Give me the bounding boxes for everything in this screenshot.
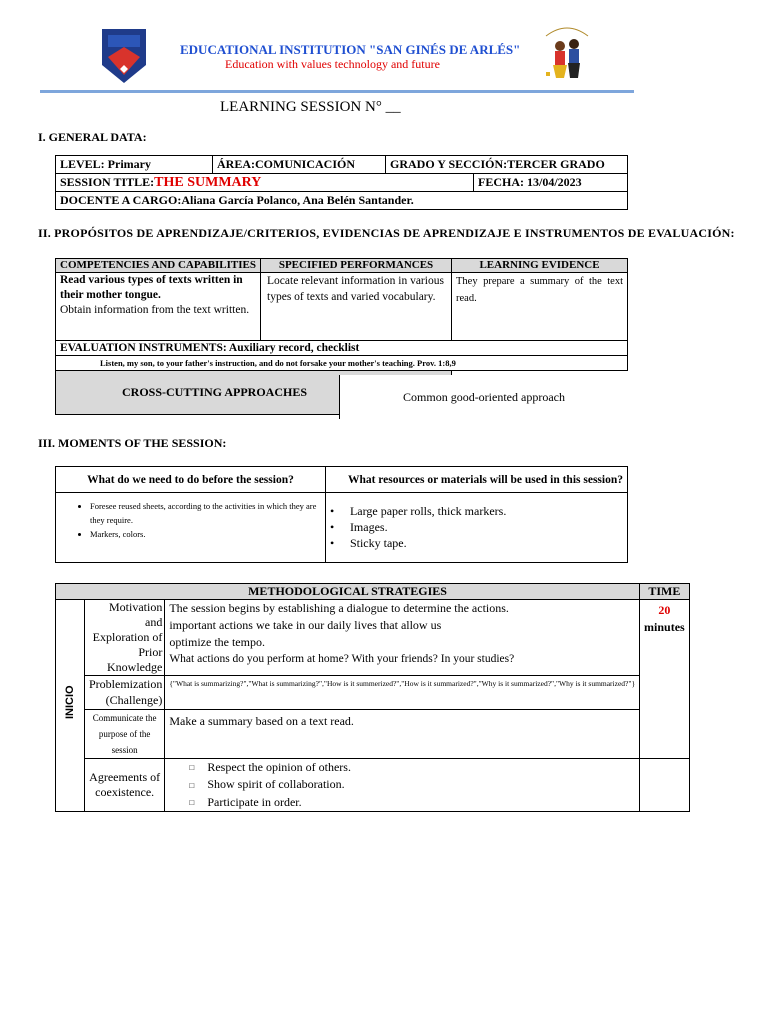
session-title-cell [56,174,474,192]
before-question: What do we need to do before the session? [56,467,326,493]
phase-cell [56,600,85,812]
agreements-list [189,759,635,811]
time-value: 20 [658,603,671,617]
competency-cell [56,273,261,341]
ugel-logo [540,22,594,84]
material-item: • Images. [330,519,623,535]
material-item: • Large paper rolls, thick markers. [330,503,623,519]
grade-cell: GRADO Y SECCIÓN:TERCER GRADO [386,156,628,174]
instruments-cell: EVALUATION INSTRUMENTS: Auxiliary record, checklist [56,341,628,356]
performances-header: SPECIFIED PERFORMANCES [261,259,452,273]
institution-title: EDUCATIONAL INSTITUTION "SAN GINÉS DE ARLÉS" [180,42,521,57]
strategies-header: METHODOLOGICAL STRATEGIES [56,584,640,600]
agreement-item: □ Show spirit of collaboration. [189,776,635,793]
strategy-content: Make a summary based on a text read. [165,710,640,759]
general-data-heading: I. GENERAL DATA: [38,130,147,144]
time-cell [640,600,690,759]
strategy-text: The session begins by establishing a dialogue to determine the actions. [169,601,509,615]
before-list [60,499,321,541]
purposes-heading: II. PROPÓSITOS DE APRENDIZAJE/CRITERIOS, EVIDENCIAS DE APRENDIZAJE E INSTRUMENTOS DE EVALUACIÓN: [38,226,735,240]
time-cell-empty [640,759,690,812]
materials-cell [325,493,627,563]
strategy-label: Communicate the purpose of the session [85,710,165,759]
competencies-header: COMPETENCIES AND CAPABILITIES [56,259,261,273]
strategy-content: {"What is summarizing?","What is summarizing?","How is it summerized?","How is it summarized?","Why is it summarized?","Why is it summarized?"} [165,676,640,710]
teacher-cell: DOCENTE A CARGO:Aliana García Polanco, Ana Belén Santander. [56,192,628,210]
strategy-label: Agreements of coexistence. [85,759,165,812]
strategy-content [165,600,640,676]
evidence-header: LEARNING EVIDENCE [452,259,628,273]
strategy-text: optimize the tempo. [169,635,265,649]
agreement-item: □ Participate in order. [189,794,635,811]
materials-question: What resources or materials will be used in this session? [325,467,627,493]
school-logo [100,27,148,85]
general-data-table [55,155,628,210]
phase-label: INICIO [64,685,76,720]
session-title-label: SESSION TITLE: [60,175,155,189]
time-unit: minutes [644,620,685,634]
strategy-text: What actions do you perform at home? With your friends? In your studies? [169,653,515,665]
level-cell: LEVEL: Primary [56,156,213,174]
strategies-table [55,583,690,812]
verse-cell: Listen, my son, to your father's instruction, and do not forsake your mother's teaching. Prov. 1:8,9 [56,356,628,371]
agreement-item: □ Respect the opinion of others. [189,759,635,776]
before-item: • Foresee reused sheets, according to the activities in which they are they require. [90,499,321,527]
material-item: • Sticky tape. [330,535,623,551]
cross-cutting-label: CROSS-CUTTING APPROACHES [56,371,452,415]
session-title: LEARNING SESSION N° __ [220,99,401,115]
materials-list [330,503,623,551]
evidence-cell: They prepare a summary of the text read. [452,273,628,341]
header-divider [40,90,634,93]
cross-cutting-value: Common good-oriented approach [339,375,628,419]
time-header: TIME [640,584,690,600]
strategy-label: Motivation and Exploration of Prior Knowledge [85,600,165,676]
strategy-label: Problemization (Challenge) [85,676,165,710]
area-cell: ÁREA:COMUNICACIÓN [213,156,386,174]
strategy-content [165,759,640,812]
moments-table [55,466,628,563]
date-cell: FECHA: 13/04/2023 [474,174,628,192]
before-cell [56,493,326,563]
institution-motto: Education with values technology and future [225,57,440,71]
session-title-value: THE SUMMARY [154,175,262,190]
competency-text: Obtain information from the text written. [60,304,250,316]
moments-heading: III. MOMENTS OF THE SESSION: [38,436,227,450]
strategy-text: important actions we take in our daily lives that allow us [169,618,442,632]
competency-bold: Read various types of texts written in their mother tongue. [60,274,243,301]
performance-cell: Locate relevant information in various types of texts and varied vocabulary. [261,273,452,341]
before-item: • Markers, colors. [90,527,321,541]
